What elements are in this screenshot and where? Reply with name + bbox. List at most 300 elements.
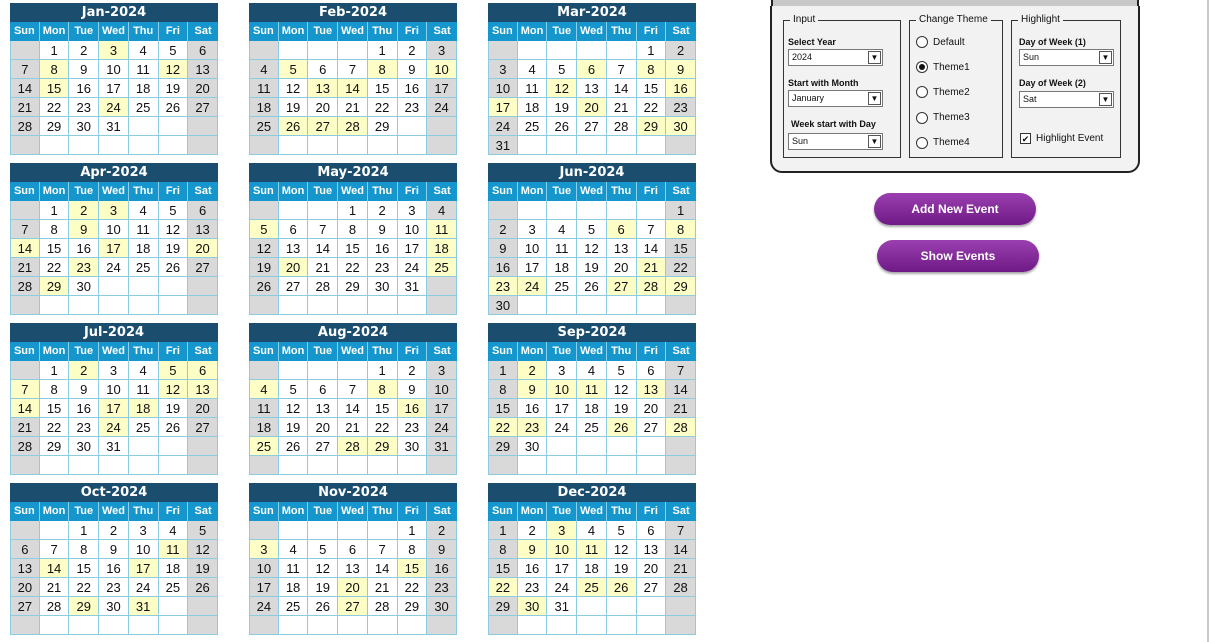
day-cell[interactable]: 7 (666, 361, 696, 380)
day-cell[interactable]: 23 (69, 418, 99, 437)
day-cell[interactable]: 27 (10, 597, 40, 616)
day-cell[interactable]: 19 (308, 578, 338, 597)
day-cell[interactable]: 8 (666, 220, 696, 239)
day-cell[interactable]: 27 (188, 258, 218, 277)
day-cell[interactable]: 10 (488, 79, 518, 98)
day-cell[interactable]: 18 (249, 98, 279, 117)
day-cell[interactable]: 22 (40, 98, 70, 117)
day-cell[interactable]: 25 (577, 418, 607, 437)
day-cell[interactable]: 24 (427, 418, 457, 437)
day-cell[interactable]: 8 (368, 60, 398, 79)
day-cell[interactable]: 2 (99, 521, 129, 540)
day-cell[interactable]: 2 (488, 220, 518, 239)
day-cell[interactable]: 23 (69, 98, 99, 117)
day-cell[interactable]: 25 (518, 117, 548, 136)
day-cell[interactable]: 26 (159, 418, 189, 437)
day-cell[interactable]: 21 (637, 258, 667, 277)
day-cell[interactable]: 5 (577, 220, 607, 239)
day-cell[interactable]: 10 (547, 540, 577, 559)
chevron-down-icon[interactable]: ▼ (868, 135, 881, 148)
day-cell[interactable]: 14 (637, 239, 667, 258)
day-cell[interactable]: 12 (279, 79, 309, 98)
day-cell[interactable]: 6 (607, 220, 637, 239)
day-cell[interactable]: 6 (637, 521, 667, 540)
day-cell[interactable]: 26 (249, 277, 279, 296)
day-cell[interactable]: 19 (577, 258, 607, 277)
day-cell[interactable]: 23 (99, 578, 129, 597)
day-cell[interactable]: 9 (427, 540, 457, 559)
day-cell[interactable]: 21 (368, 578, 398, 597)
day-cell[interactable]: 3 (518, 220, 548, 239)
day-cell[interactable]: 21 (10, 418, 40, 437)
day-cell[interactable]: 2 (398, 361, 428, 380)
day-cell[interactable]: 16 (69, 399, 99, 418)
day-cell[interactable]: 27 (188, 418, 218, 437)
day-cell[interactable]: 9 (398, 60, 428, 79)
day-cell[interactable]: 6 (308, 380, 338, 399)
day-cell[interactable]: 7 (40, 540, 70, 559)
day-cell[interactable]: 7 (10, 220, 40, 239)
day-cell[interactable]: 28 (10, 277, 40, 296)
day-cell[interactable]: 29 (40, 117, 70, 136)
day-cell[interactable]: 18 (159, 559, 189, 578)
day-cell[interactable]: 25 (427, 258, 457, 277)
day-cell[interactable]: 23 (666, 98, 696, 117)
day-cell[interactable]: 4 (427, 201, 457, 220)
day-cell[interactable]: 29 (666, 277, 696, 296)
day-cell[interactable]: 14 (10, 239, 40, 258)
day-cell[interactable]: 13 (577, 79, 607, 98)
chevron-down-icon[interactable]: ▼ (868, 92, 881, 105)
day-cell[interactable]: 15 (368, 399, 398, 418)
day-cell[interactable]: 15 (637, 79, 667, 98)
day-cell[interactable]: 31 (427, 437, 457, 456)
day-cell[interactable]: 20 (188, 239, 218, 258)
day-cell[interactable]: 8 (40, 60, 70, 79)
radio-button[interactable] (916, 36, 928, 48)
day-cell[interactable]: 20 (637, 559, 667, 578)
day-cell[interactable]: 3 (547, 521, 577, 540)
day-cell[interactable]: 6 (10, 540, 40, 559)
day-cell[interactable]: 20 (577, 98, 607, 117)
day-cell[interactable]: 12 (607, 540, 637, 559)
day-cell[interactable]: 4 (279, 540, 309, 559)
day-cell[interactable]: 9 (518, 540, 548, 559)
day-cell[interactable]: 19 (249, 258, 279, 277)
day-cell[interactable]: 16 (99, 559, 129, 578)
radio-button[interactable] (916, 112, 928, 124)
day-cell[interactable]: 24 (547, 418, 577, 437)
day-cell[interactable]: 8 (69, 540, 99, 559)
day-cell[interactable]: 17 (518, 258, 548, 277)
day-cell[interactable]: 25 (577, 578, 607, 597)
day-cell[interactable]: 26 (188, 578, 218, 597)
day-cell[interactable]: 1 (40, 41, 70, 60)
day-cell[interactable]: 7 (607, 60, 637, 79)
day-cell[interactable]: 7 (308, 220, 338, 239)
day-cell[interactable]: 4 (547, 220, 577, 239)
day-cell[interactable]: 22 (637, 98, 667, 117)
day-cell[interactable]: 24 (427, 98, 457, 117)
day-cell[interactable]: 12 (308, 559, 338, 578)
day-cell[interactable]: 11 (249, 79, 279, 98)
day-cell[interactable]: 27 (308, 117, 338, 136)
day-cell[interactable]: 12 (249, 239, 279, 258)
day-cell[interactable]: 19 (159, 79, 189, 98)
day-cell[interactable]: 27 (577, 117, 607, 136)
day-cell[interactable]: 25 (249, 437, 279, 456)
day-cell[interactable]: 13 (308, 399, 338, 418)
day-cell[interactable]: 3 (99, 361, 129, 380)
day-cell[interactable]: 14 (666, 380, 696, 399)
day-cell[interactable]: 7 (368, 540, 398, 559)
day-cell[interactable]: 21 (666, 559, 696, 578)
day-cell[interactable]: 24 (249, 597, 279, 616)
day-cell[interactable]: 6 (338, 540, 368, 559)
day-cell[interactable]: 14 (607, 79, 637, 98)
day-cell[interactable]: 2 (368, 201, 398, 220)
day-cell[interactable]: 3 (547, 361, 577, 380)
day-cell[interactable]: 17 (99, 399, 129, 418)
day-cell[interactable]: 9 (666, 60, 696, 79)
day-cell[interactable]: 9 (368, 220, 398, 239)
day-cell[interactable]: 30 (488, 296, 518, 315)
day-cell[interactable]: 2 (69, 361, 99, 380)
day-cell[interactable]: 5 (279, 60, 309, 79)
day-cell[interactable]: 5 (279, 380, 309, 399)
start-month-dropdown[interactable] (788, 90, 883, 107)
day-cell[interactable]: 29 (398, 597, 428, 616)
day-cell[interactable]: 8 (398, 540, 428, 559)
day-cell[interactable]: 27 (188, 98, 218, 117)
day-cell[interactable]: 25 (547, 277, 577, 296)
day-cell[interactable]: 26 (159, 98, 189, 117)
day-cell[interactable]: 29 (368, 437, 398, 456)
day-cell[interactable]: 8 (368, 380, 398, 399)
day-cell[interactable]: 20 (637, 399, 667, 418)
day-cell[interactable]: 14 (10, 399, 40, 418)
day-cell[interactable]: 17 (427, 79, 457, 98)
day-cell[interactable]: 14 (10, 79, 40, 98)
day-cell[interactable]: 24 (518, 277, 548, 296)
day-cell[interactable]: 31 (129, 597, 159, 616)
day-cell[interactable]: 8 (40, 380, 70, 399)
day-cell[interactable]: 20 (10, 578, 40, 597)
day-cell[interactable]: 9 (99, 540, 129, 559)
day-cell[interactable]: 18 (427, 239, 457, 258)
day-cell[interactable]: 30 (69, 277, 99, 296)
day-cell[interactable]: 3 (427, 41, 457, 60)
theme-option[interactable] (916, 34, 965, 50)
radio-button[interactable] (916, 61, 928, 73)
day-cell[interactable]: 24 (99, 98, 129, 117)
day-cell[interactable]: 12 (547, 79, 577, 98)
day-cell[interactable]: 21 (666, 399, 696, 418)
day-cell[interactable]: 9 (69, 380, 99, 399)
day-cell[interactable]: 8 (488, 540, 518, 559)
day-cell[interactable]: 9 (398, 380, 428, 399)
day-cell[interactable]: 29 (69, 597, 99, 616)
day-cell[interactable]: 21 (338, 418, 368, 437)
day-cell[interactable]: 21 (607, 98, 637, 117)
day-cell[interactable]: 24 (398, 258, 428, 277)
day-cell[interactable]: 29 (368, 117, 398, 136)
highlight-event-option[interactable] (1020, 133, 1103, 144)
day-cell[interactable]: 5 (249, 220, 279, 239)
day-cell[interactable]: 16 (398, 399, 428, 418)
day-cell[interactable]: 31 (99, 117, 129, 136)
chevron-down-icon[interactable]: ▼ (868, 51, 881, 64)
day-cell[interactable]: 22 (488, 418, 518, 437)
day-cell[interactable]: 24 (547, 578, 577, 597)
day-cell[interactable]: 13 (607, 239, 637, 258)
day-cell[interactable]: 2 (518, 361, 548, 380)
day-cell[interactable]: 30 (69, 117, 99, 136)
day-cell[interactable]: 24 (99, 258, 129, 277)
day-cell[interactable]: 13 (188, 60, 218, 79)
day-cell[interactable]: 11 (159, 540, 189, 559)
radio-button[interactable] (916, 137, 928, 149)
day-cell[interactable]: 28 (666, 578, 696, 597)
day-cell[interactable]: 28 (607, 117, 637, 136)
theme-option[interactable] (916, 135, 970, 151)
day-cell[interactable]: 1 (338, 201, 368, 220)
day-cell[interactable]: 1 (488, 521, 518, 540)
day-cell[interactable]: 24 (129, 578, 159, 597)
day-cell[interactable]: 11 (129, 60, 159, 79)
day-cell[interactable]: 1 (368, 41, 398, 60)
day-cell[interactable]: 19 (607, 399, 637, 418)
day-cell[interactable]: 17 (427, 399, 457, 418)
day-cell[interactable]: 16 (666, 79, 696, 98)
day-cell[interactable]: 13 (308, 79, 338, 98)
day-cell[interactable]: 24 (99, 418, 129, 437)
day-cell[interactable]: 4 (518, 60, 548, 79)
day-cell[interactable]: 16 (518, 559, 548, 578)
day-cell[interactable]: 14 (666, 540, 696, 559)
day-cell[interactable]: 20 (279, 258, 309, 277)
day-cell[interactable]: 5 (159, 201, 189, 220)
day-cell[interactable]: 13 (637, 540, 667, 559)
week-start-dropdown[interactable] (788, 133, 883, 150)
day-cell[interactable]: 14 (40, 559, 70, 578)
add-new-event-button[interactable]: Add New Event (874, 193, 1036, 225)
day-cell[interactable]: 12 (188, 540, 218, 559)
day-cell[interactable]: 16 (398, 79, 428, 98)
day-cell[interactable]: 31 (488, 136, 518, 155)
day-cell[interactable]: 23 (69, 258, 99, 277)
day-cell[interactable]: 25 (159, 578, 189, 597)
day-cell[interactable]: 7 (666, 521, 696, 540)
day-cell[interactable]: 16 (69, 79, 99, 98)
chevron-down-icon[interactable]: ▼ (1099, 93, 1112, 106)
day-cell[interactable]: 17 (129, 559, 159, 578)
day-cell[interactable]: 28 (40, 597, 70, 616)
day-cell[interactable]: 16 (488, 258, 518, 277)
day-cell[interactable]: 13 (10, 559, 40, 578)
day-cell[interactable]: 13 (338, 559, 368, 578)
day-cell[interactable]: 30 (518, 437, 548, 456)
day-cell[interactable]: 26 (279, 117, 309, 136)
day-cell[interactable]: 15 (488, 559, 518, 578)
day-cell[interactable]: 30 (69, 437, 99, 456)
day-cell[interactable]: 25 (129, 258, 159, 277)
day-cell[interactable]: 21 (10, 98, 40, 117)
day-cell[interactable]: 28 (666, 418, 696, 437)
day-cell[interactable]: 19 (188, 559, 218, 578)
day-cell[interactable]: 3 (99, 41, 129, 60)
day-cell[interactable]: 9 (69, 220, 99, 239)
day-cell[interactable]: 10 (99, 380, 129, 399)
day-cell[interactable]: 18 (577, 559, 607, 578)
day-cell[interactable]: 18 (129, 239, 159, 258)
day-cell[interactable]: 22 (338, 258, 368, 277)
day-cell[interactable]: 17 (547, 559, 577, 578)
day-cell[interactable]: 5 (607, 361, 637, 380)
day-cell[interactable]: 17 (249, 578, 279, 597)
day-cell[interactable]: 25 (249, 117, 279, 136)
day-cell[interactable]: 1 (398, 521, 428, 540)
day-cell[interactable]: 15 (338, 239, 368, 258)
day-cell[interactable]: 8 (637, 60, 667, 79)
day-cell[interactable]: 6 (188, 201, 218, 220)
day-cell[interactable]: 14 (308, 239, 338, 258)
day-cell[interactable]: 30 (99, 597, 129, 616)
day-cell[interactable]: 7 (637, 220, 667, 239)
day-cell[interactable]: 12 (159, 380, 189, 399)
day-cell[interactable]: 11 (129, 220, 159, 239)
day-cell[interactable]: 3 (99, 201, 129, 220)
day-cell[interactable]: 26 (308, 597, 338, 616)
day-cell[interactable]: 19 (279, 418, 309, 437)
day-cell[interactable]: 10 (398, 220, 428, 239)
day-cell[interactable]: 6 (637, 361, 667, 380)
day-cell[interactable]: 18 (279, 578, 309, 597)
day-cell[interactable]: 11 (518, 79, 548, 98)
day-cell[interactable]: 13 (188, 380, 218, 399)
day-cell[interactable]: 13 (188, 220, 218, 239)
day-cell[interactable]: 10 (249, 559, 279, 578)
day-cell[interactable]: 17 (99, 79, 129, 98)
day-cell[interactable]: 2 (666, 41, 696, 60)
day-cell[interactable]: 18 (129, 399, 159, 418)
day-cell[interactable]: 21 (40, 578, 70, 597)
day-cell[interactable]: 18 (577, 399, 607, 418)
day-cell[interactable]: 26 (607, 578, 637, 597)
day-cell[interactable]: 4 (129, 201, 159, 220)
day-cell[interactable]: 1 (666, 201, 696, 220)
day-cell[interactable]: 1 (368, 361, 398, 380)
radio-button[interactable] (916, 86, 928, 98)
day-cell[interactable]: 6 (188, 41, 218, 60)
day-cell[interactable]: 8 (338, 220, 368, 239)
day-cell[interactable]: 10 (518, 239, 548, 258)
day-cell[interactable]: 15 (488, 399, 518, 418)
day-cell[interactable]: 1 (637, 41, 667, 60)
day-cell[interactable]: 22 (40, 258, 70, 277)
day-cell[interactable]: 4 (129, 361, 159, 380)
day-cell[interactable]: 23 (398, 418, 428, 437)
day-cell[interactable]: 4 (249, 380, 279, 399)
day-cell[interactable]: 18 (518, 98, 548, 117)
day-cell[interactable]: 22 (69, 578, 99, 597)
day-cell[interactable]: 15 (40, 239, 70, 258)
day-cell[interactable]: 26 (577, 277, 607, 296)
day-cell[interactable]: 11 (249, 399, 279, 418)
day-cell[interactable]: 8 (40, 220, 70, 239)
show-events-button[interactable]: Show Events (877, 240, 1039, 272)
day-cell[interactable]: 6 (308, 60, 338, 79)
day-cell[interactable]: 25 (129, 98, 159, 117)
day-cell[interactable]: 3 (129, 521, 159, 540)
day-cell[interactable]: 3 (488, 60, 518, 79)
day-cell[interactable]: 14 (338, 399, 368, 418)
day-cell[interactable]: 18 (129, 79, 159, 98)
day-cell[interactable]: 13 (637, 380, 667, 399)
theme-option[interactable] (916, 84, 970, 100)
day-cell[interactable]: 20 (188, 399, 218, 418)
day-cell[interactable]: 12 (279, 399, 309, 418)
day-cell[interactable]: 15 (40, 79, 70, 98)
day-cell[interactable]: 23 (518, 418, 548, 437)
day-cell[interactable]: 1 (69, 521, 99, 540)
day-cell[interactable]: 12 (159, 60, 189, 79)
day-cell[interactable]: 10 (99, 60, 129, 79)
day-cell[interactable]: 18 (547, 258, 577, 277)
day-cell[interactable]: 29 (338, 277, 368, 296)
day-cell[interactable]: 26 (159, 258, 189, 277)
day-cell[interactable]: 5 (159, 361, 189, 380)
day-cell[interactable]: 30 (666, 117, 696, 136)
day-cell[interactable]: 12 (159, 220, 189, 239)
day-cell[interactable]: 4 (249, 60, 279, 79)
day-cell[interactable]: 29 (488, 437, 518, 456)
day-cell[interactable]: 2 (427, 521, 457, 540)
day-cell[interactable]: 27 (637, 418, 667, 437)
day-cell[interactable]: 3 (427, 361, 457, 380)
day-cell[interactable]: 8 (488, 380, 518, 399)
day-cell[interactable]: 31 (398, 277, 428, 296)
day-cell[interactable]: 29 (488, 597, 518, 616)
day-cell[interactable]: 20 (607, 258, 637, 277)
day-cell[interactable]: 19 (279, 98, 309, 117)
day-cell[interactable]: 2 (518, 521, 548, 540)
day-cell[interactable]: 17 (99, 239, 129, 258)
select-year-dropdown[interactable] (788, 49, 883, 66)
day-cell[interactable]: 19 (607, 559, 637, 578)
day-cell[interactable]: 4 (129, 41, 159, 60)
day-cell[interactable]: 20 (308, 98, 338, 117)
day-cell[interactable]: 22 (368, 98, 398, 117)
day-cell[interactable]: 15 (40, 399, 70, 418)
day-cell[interactable]: 13 (279, 239, 309, 258)
highlight-event-checkbox[interactable]: ✔ (1021, 134, 1030, 144)
day-cell[interactable]: 5 (188, 521, 218, 540)
day-cell[interactable]: 21 (338, 98, 368, 117)
day-cell[interactable]: 1 (488, 361, 518, 380)
day-cell[interactable]: 27 (607, 277, 637, 296)
day-cell[interactable]: 22 (40, 418, 70, 437)
day-cell[interactable]: 30 (398, 437, 428, 456)
day-cell[interactable]: 23 (398, 98, 428, 117)
day-cell[interactable]: 27 (637, 578, 667, 597)
day-cell[interactable]: 28 (10, 437, 40, 456)
day-cell[interactable]: 9 (69, 60, 99, 79)
day-cell[interactable]: 26 (547, 117, 577, 136)
day-cell[interactable]: 4 (577, 521, 607, 540)
day-cell[interactable]: 25 (279, 597, 309, 616)
day-cell[interactable]: 20 (188, 79, 218, 98)
